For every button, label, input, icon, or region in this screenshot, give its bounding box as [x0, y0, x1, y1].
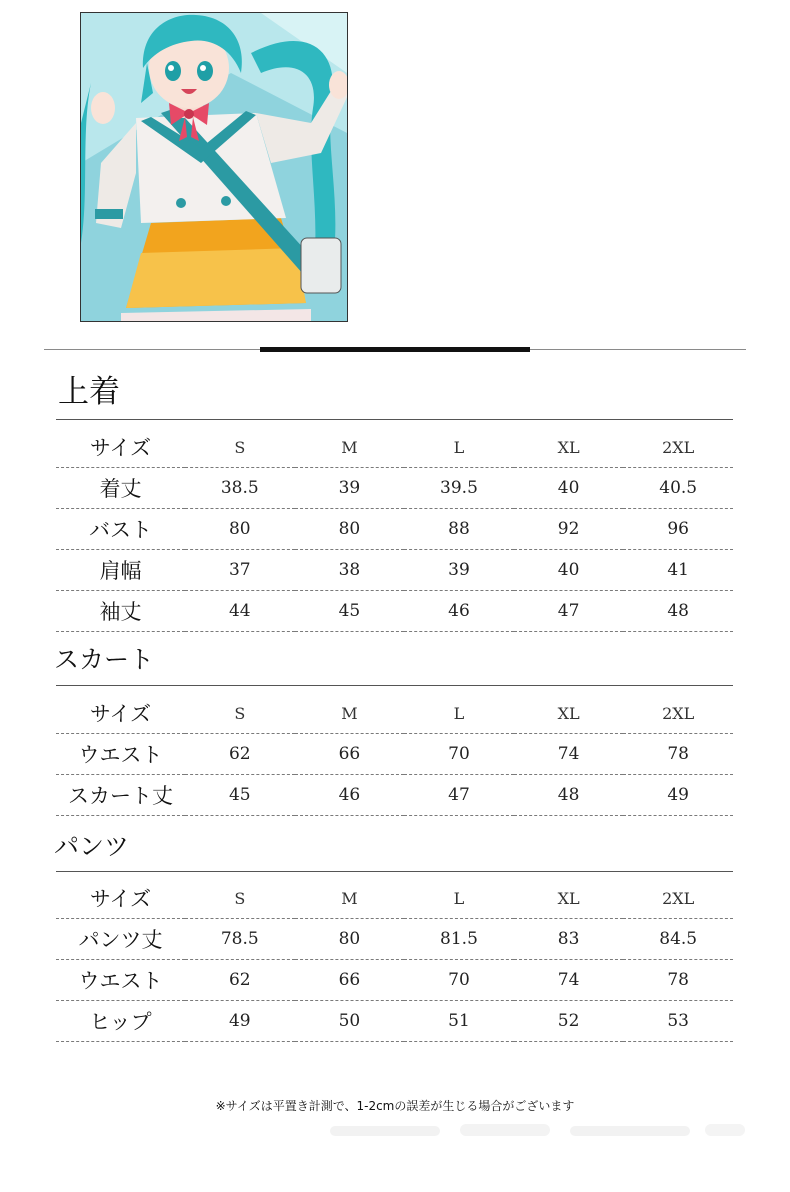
table-cell: 39: [295, 468, 405, 509]
row-label: ウエスト: [56, 960, 185, 1001]
table-cell: 49: [623, 775, 733, 816]
size-header-cell: S: [185, 878, 295, 919]
row-label: ウエスト: [56, 734, 185, 775]
table-row: [56, 775, 733, 816]
table-cell: 48: [623, 591, 733, 632]
watermark: [330, 1118, 750, 1144]
section-title-pants: パンツ: [54, 832, 130, 861]
table-cell: 53: [623, 1001, 733, 1042]
table-cell: 48: [514, 775, 624, 816]
size-header-cell: S: [185, 427, 295, 468]
table-cell: 44: [185, 591, 295, 632]
table-row: [56, 960, 733, 1001]
table-cell: 62: [185, 734, 295, 775]
section-title-skirt: スカート: [54, 645, 155, 674]
section-rule: [56, 419, 733, 420]
size-header-cell: M: [295, 878, 405, 919]
table-cell: 46: [295, 775, 405, 816]
size-header-cell: XL: [514, 693, 624, 734]
size-header-cell: L: [404, 878, 514, 919]
table-cell: 38.5: [185, 468, 295, 509]
size-header-cell: 2XL: [623, 878, 733, 919]
skirt-size-table: [56, 693, 733, 816]
table-cell: 45: [185, 775, 295, 816]
table-cell: 40: [514, 550, 624, 591]
table-cell: 81.5: [404, 919, 514, 960]
size-header-cell: XL: [514, 878, 624, 919]
table-cell: 51: [404, 1001, 514, 1042]
table-cell: 40.5: [623, 468, 733, 509]
table-cell: 70: [404, 960, 514, 1001]
section-rule: [56, 871, 733, 872]
product-image: [80, 12, 348, 322]
table-row: [56, 468, 733, 509]
table-header-row: [56, 427, 733, 468]
row-label: スカート丈: [56, 775, 185, 816]
size-header-cell: M: [295, 693, 405, 734]
size-header-cell: S: [185, 693, 295, 734]
table-cell: 62: [185, 960, 295, 1001]
table-cell: 70: [404, 734, 514, 775]
row-label: 袖丈: [56, 591, 185, 632]
table-row: [56, 1001, 733, 1042]
divider-accent: [260, 347, 530, 352]
section-title-jacket: 上着: [58, 374, 120, 410]
table-cell: 80: [185, 509, 295, 550]
table-cell: 46: [404, 591, 514, 632]
table-cell: 78: [623, 734, 733, 775]
costume-illustration: [81, 13, 347, 321]
size-note: ※サイズは平置き計測で、1-2cmの誤差が生じる場合がございます: [215, 1099, 575, 1113]
table-cell: 80: [295, 919, 405, 960]
table-cell: 45: [295, 591, 405, 632]
section-rule: [56, 685, 733, 686]
table-cell: 39: [404, 550, 514, 591]
size-header-cell: M: [295, 427, 405, 468]
row-label: サイズ: [56, 693, 185, 734]
table-cell: 88: [404, 509, 514, 550]
jacket-size-table: [56, 427, 733, 632]
size-header-cell: L: [404, 427, 514, 468]
table-cell: 92: [514, 509, 624, 550]
table-cell: 83: [514, 919, 624, 960]
table-cell: 50: [295, 1001, 405, 1042]
table-cell: 78: [623, 960, 733, 1001]
table-cell: 66: [295, 734, 405, 775]
table-row: [56, 734, 733, 775]
table-row: [56, 919, 733, 960]
pants-size-table: [56, 878, 733, 1042]
size-header-cell: L: [404, 693, 514, 734]
table-cell: 78.5: [185, 919, 295, 960]
table-cell: 74: [514, 960, 624, 1001]
table-cell: 84.5: [623, 919, 733, 960]
table-cell: 47: [404, 775, 514, 816]
table-cell: 41: [623, 550, 733, 591]
size-header-cell: XL: [514, 427, 624, 468]
table-cell: 39.5: [404, 468, 514, 509]
table-cell: 47: [514, 591, 624, 632]
table-cell: 52: [514, 1001, 624, 1042]
row-label: ヒップ: [56, 1001, 185, 1042]
row-label: パンツ丈: [56, 919, 185, 960]
table-cell: 49: [185, 1001, 295, 1042]
row-label: 肩幅: [56, 550, 185, 591]
table-cell: 40: [514, 468, 624, 509]
table-row: [56, 509, 733, 550]
table-row: [56, 550, 733, 591]
row-label: 着丈: [56, 468, 185, 509]
row-label: サイズ: [56, 427, 185, 468]
table-header-row: [56, 878, 733, 919]
size-header-cell: 2XL: [623, 693, 733, 734]
table-cell: 37: [185, 550, 295, 591]
table-header-row: [56, 693, 733, 734]
row-label: サイズ: [56, 878, 185, 919]
table-cell: 96: [623, 509, 733, 550]
table-row: [56, 591, 733, 632]
table-cell: 66: [295, 960, 405, 1001]
size-header-cell: 2XL: [623, 427, 733, 468]
table-cell: 80: [295, 509, 405, 550]
table-cell: 74: [514, 734, 624, 775]
row-label: バスト: [56, 509, 185, 550]
table-cell: 38: [295, 550, 405, 591]
